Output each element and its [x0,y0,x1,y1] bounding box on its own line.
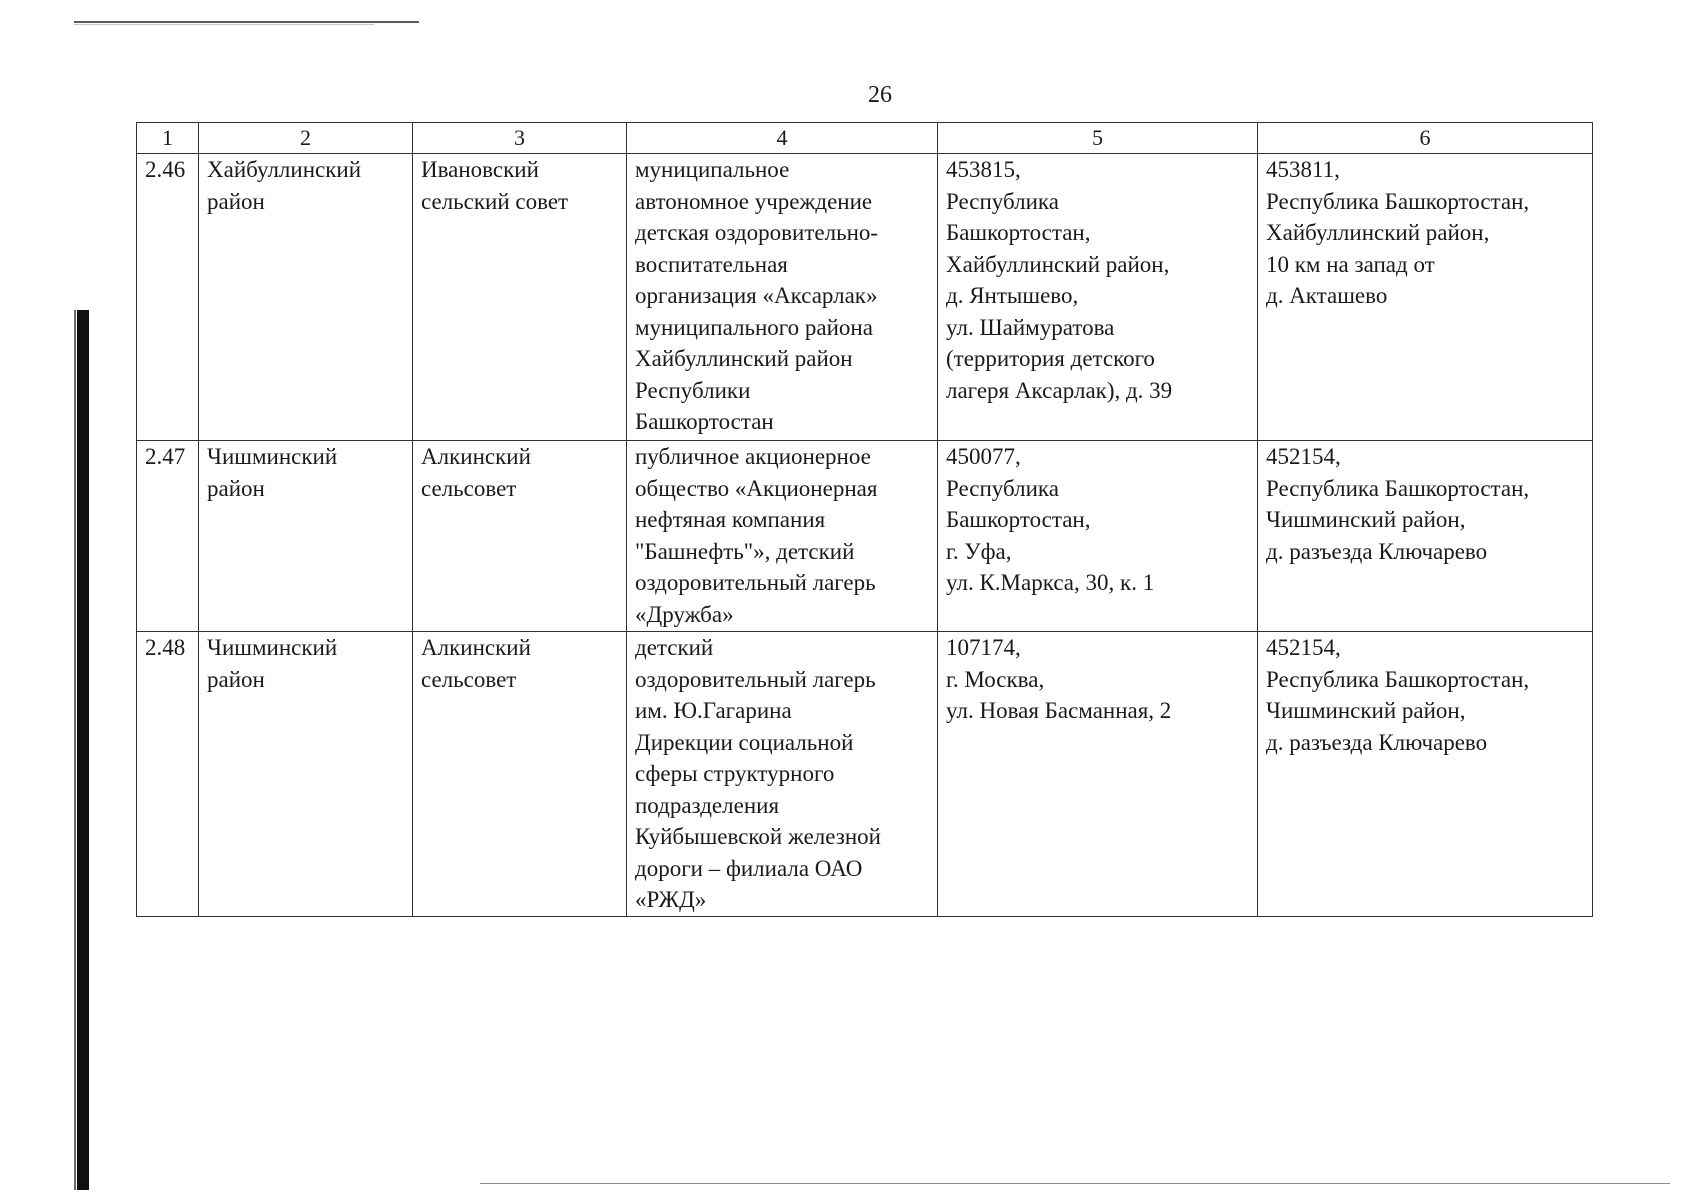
actual-address-text: 452154, Республика Башкортостан, Чишминский район, д. разъезда Ключарево [1266,635,1530,755]
district-text: Чишминский район [207,444,338,501]
row-number-text: 2.47 [145,444,186,469]
organization-cell [627,632,938,917]
table-header-row [137,123,1593,154]
district-cell [199,441,413,632]
council-text: Алкинский сельсовет [421,635,531,692]
table-row [137,441,1593,632]
council-cell [413,441,627,632]
legal-address-cell [938,154,1258,441]
column-header-2: 2 [199,123,413,154]
column-header-1: 1 [137,123,199,154]
row-number-text: 2.48 [145,635,186,660]
organization-text: муниципальное автономное учреждение детская оздоровительно- воспитательная организация «Аксарлак» муниципального района Хайбуллинский район Республики Башкортостан [635,157,879,434]
row-number [137,154,199,441]
legal-address-text: 453815, Республика Башкортостан, Хайбуллинский район, д. Янтышево, ул. Шаймуратова (территория детского лагеря Аксарлак), д. 39 [946,157,1173,403]
actual-address-cell [1258,154,1593,441]
scan-edge-left-thin [74,310,76,1190]
row-number-text: 2.46 [145,157,186,182]
actual-address-cell [1258,441,1593,632]
actual-address-cell [1258,632,1593,917]
legal-address-cell [938,441,1258,632]
organization-cell [627,154,938,441]
legal-address-text: 107174, г. Москва, ул. Новая Басманная, 2 [946,635,1172,723]
council-text: Алкинский сельсовет [421,444,531,501]
row-number [137,632,199,917]
scan-edge-left [77,310,89,1190]
scan-edge-bottom [480,1183,1670,1184]
legal-address-cell [938,632,1258,917]
organization-cell [627,441,938,632]
district-cell [199,154,413,441]
council-cell [413,154,627,441]
district-text: Чишминский район [207,635,338,692]
page-number: 26 [868,82,892,108]
district-cell [199,632,413,917]
table-row [137,632,1593,917]
document-table [136,122,1593,917]
scan-edge-top [74,21,419,23]
scan-edge-top-faint [74,24,374,25]
column-header-5: 5 [938,123,1258,154]
actual-address-text: 453811, Республика Башкортостан, Хайбуллинский район, 10 км на запад от д. Акташево [1266,157,1530,308]
district-text: Хайбуллинский район [207,157,362,214]
council-text: Ивановский сельский совет [421,157,569,214]
organization-text: детский оздоровительный лагерь им. Ю.Гагарина Дирекции социальной сферы структурного подразделения Куйбышевской железной дороги – филиала ОАО «РЖД» [635,635,881,912]
row-number [137,441,199,632]
column-header-3: 3 [413,123,627,154]
table-row [137,154,1593,441]
organization-text: публичное акционерное общество «Акционерная нефтяная компания "Башнефть"», детский оздоровительный лагерь «Дружба» [635,444,878,627]
legal-address-text: 450077, Республика Башкортостан, г. Уфа, ул. К.Маркса, 30, к. 1 [946,444,1155,595]
column-header-6: 6 [1258,123,1593,154]
council-cell [413,632,627,917]
actual-address-text: 452154, Республика Башкортостан, Чишминский район, д. разъезда Ключарево [1266,444,1530,564]
column-header-4: 4 [627,123,938,154]
